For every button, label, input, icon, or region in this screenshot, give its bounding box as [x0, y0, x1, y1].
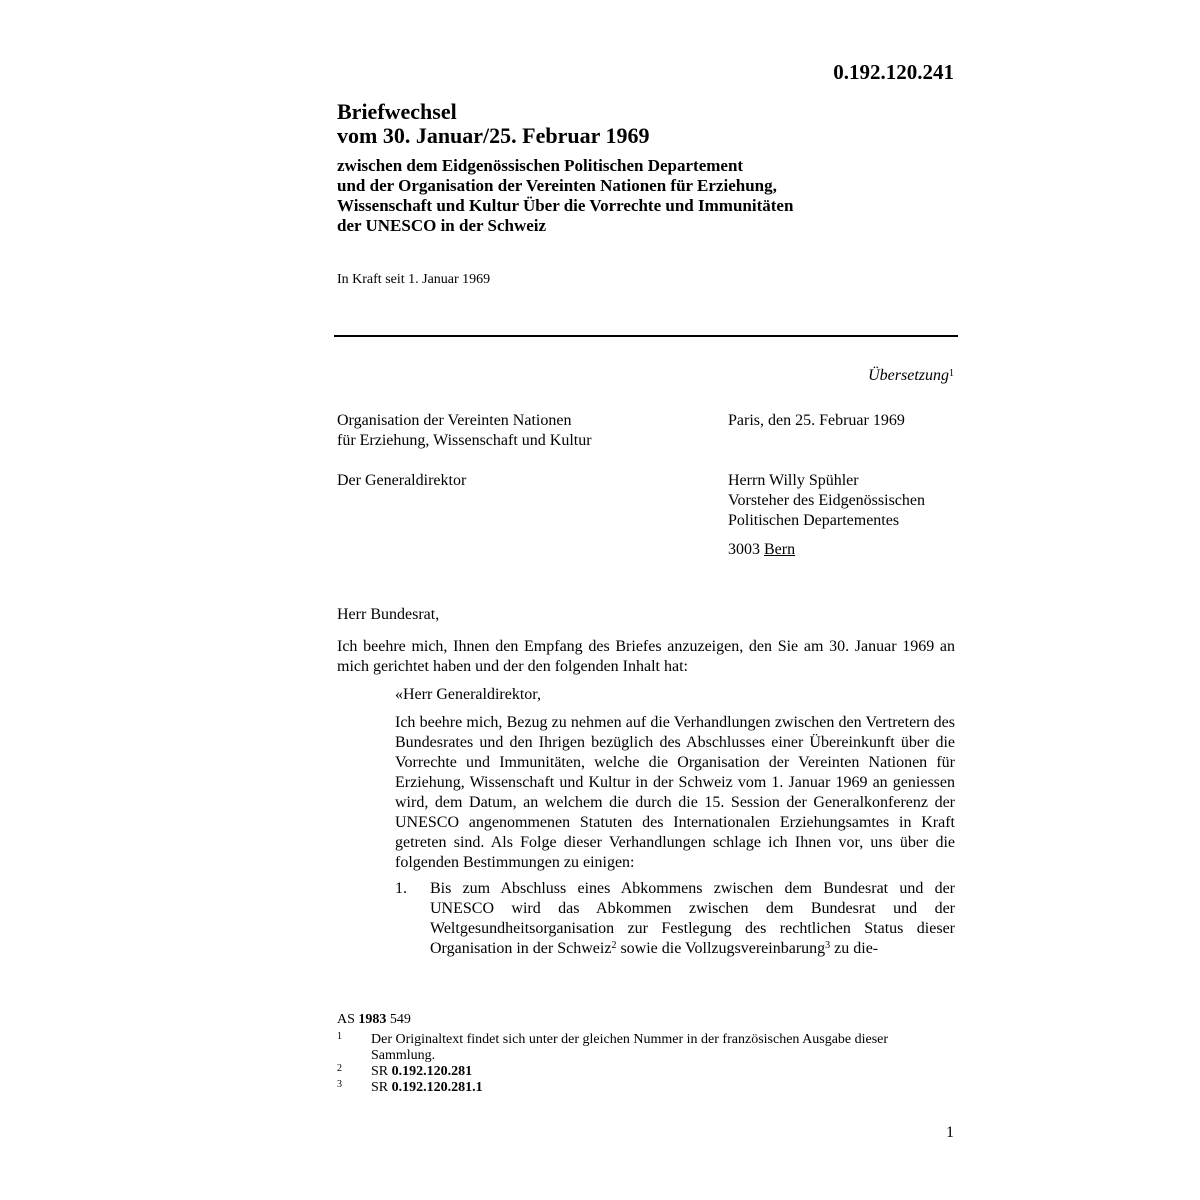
- subtitle: [337, 156, 957, 236]
- footnote-text: Der Originaltext findet sich unter der gleichen Nummer in der französischen Ausgabe dieser Sammlung.: [371, 1032, 889, 1063]
- list-item: [395, 879, 955, 959]
- footnote: [337, 1032, 937, 1064]
- as-prefix: AS: [337, 1012, 355, 1027]
- footnote-mark: 3: [337, 1079, 342, 1090]
- sender-line: Organisation der Vereinten Nationen: [337, 412, 572, 429]
- sender-role: Der Generaldirektor: [337, 472, 467, 489]
- as-reference: [337, 1012, 411, 1028]
- horizontal-rule: [334, 335, 958, 337]
- list-text: Bis zum Abschluss eines Abkommens zwischen dem Bundesrat und der UNESCO wird das Abkommen zwischen dem Bundesrat und der Weltgesundheitsorganisation zur Festlegung des rechtlichen Status dieser Organisation in der Schweiz: [430, 880, 955, 957]
- in-force-date: In Kraft seit 1. Januar 1969: [337, 272, 491, 287]
- title-line-1: Briefwechsel: [337, 99, 457, 124]
- letter-body: [337, 605, 955, 959]
- postcode: 3003: [728, 541, 760, 558]
- list-text: zu die-: [830, 940, 879, 957]
- city-name: Bern: [764, 541, 796, 558]
- footnote-prefix: SR: [371, 1064, 389, 1079]
- footnote-sr-number: 0.192.120.281.1: [391, 1080, 483, 1095]
- footnote-sr-number: 0.192.120.281: [391, 1064, 473, 1079]
- addressee-line: Vorsteher des Eidgenössischen: [728, 492, 925, 509]
- footnotes: [337, 1032, 937, 1096]
- intro-paragraph: Ich beehre mich, Ihnen den Empfang des Briefes anzuzeigen, den Sie am 30. Januar 1969 an mich gerichtet haben und der den folgenden Inhalt hat:: [337, 638, 955, 675]
- salutation: Herr Bundesrat,: [337, 606, 440, 623]
- place-date: Paris, den 25. Februar 1969: [728, 412, 905, 429]
- translation-label: Übersetzung: [868, 367, 949, 384]
- quote-salutation: «Herr Generaldirektor,: [395, 686, 541, 703]
- footnote-mark: 2: [337, 1063, 342, 1074]
- title-block: [337, 100, 957, 236]
- addressee-line: Herrn Willy Spühler: [728, 472, 859, 489]
- sr-number: 0.192.120.241: [833, 60, 954, 84]
- subtitle-line: Wissenschaft und Kultur Über die Vorrechte und Immunitäten: [337, 196, 794, 215]
- as-year: 1983: [358, 1012, 387, 1027]
- page-number: 1: [946, 1124, 954, 1141]
- subtitle-line: und der Organisation der Vereinten Nationen für Erziehung,: [337, 176, 777, 195]
- addressee-line: Politischen Departementes: [728, 512, 900, 529]
- subtitle-line: der UNESCO in der Schweiz: [337, 216, 547, 235]
- footnote-ref[interactable]: 3: [825, 940, 831, 951]
- quote-paragraph: Ich beehre mich, Bezug zu nehmen auf die Verhandlungen zwischen den Vertretern des Bundesrates und den Ihrigen bezüglich des Abschlusses einer Übereinkunft über die Vorrechte und Immunitäten, welche die Organisation der Vereinten Nationen für Erziehung, Wissenschaft und Kultur in der Schweiz vom 1. Januar 1969 an geniessen wird, dem Datum, an welchem die durch die 15. Session der Generalkonferenz der UNESCO angenommenen Statuten des Internationalen Erziehungsamtes in Kraft getreten sind. Als Folge dieser Verhandlungen schlage ich Ihnen vor, uns über die folgenden Bestimmungen zu einigen:: [395, 714, 955, 871]
- footnote: [337, 1064, 937, 1080]
- subtitle-line: zwischen dem Eidgenössischen Politischen Departement: [337, 156, 744, 175]
- as-page: 549: [389, 1012, 411, 1027]
- footnote-prefix: SR: [371, 1080, 389, 1095]
- footnote: [337, 1080, 937, 1096]
- translation-note: [868, 367, 954, 385]
- title-line-2: vom 30. Januar/25. Februar 1969: [337, 123, 650, 148]
- list-text: sowie die Vollzugsvereinbarung: [616, 940, 826, 957]
- addressee-city: [728, 540, 795, 560]
- footnote-ref[interactable]: 1: [949, 368, 954, 379]
- list-number: 1.: [395, 880, 407, 897]
- addressee-block: [728, 471, 925, 531]
- sender-line: für Erziehung, Wissenschaft und Kultur: [337, 432, 592, 449]
- footnote-mark: 1: [337, 1031, 342, 1042]
- sender-block: [337, 411, 592, 451]
- footnote-ref[interactable]: 2: [611, 940, 617, 951]
